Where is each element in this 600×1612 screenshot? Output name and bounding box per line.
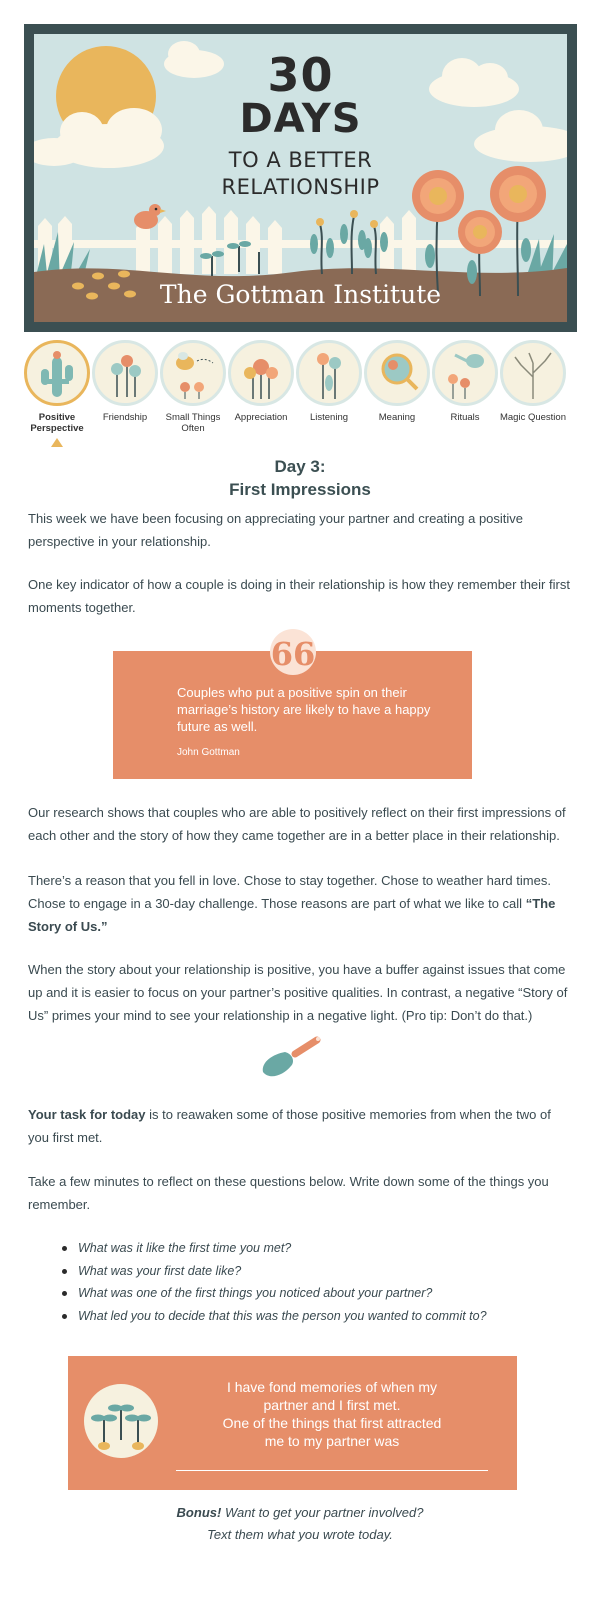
- branches-icon: [500, 340, 566, 406]
- nav-item-meaning[interactable]: [362, 340, 432, 423]
- bonus-text: Want to get your partner involved?: [221, 1505, 424, 1520]
- bonus-line: [0, 1502, 600, 1524]
- story-paragraph: [28, 869, 574, 938]
- bouquet-icon: [228, 340, 294, 406]
- hero-banner: [24, 24, 577, 332]
- active-pointer-icon: [51, 438, 63, 447]
- task-paragraph: [28, 1103, 574, 1149]
- buffer-paragraph: When the story about your relationship is positive, you have a buffer against issues that come up and it is easier to focus on your partner’s positive qualities. In contrast, a negative “Story of Us” primes your mind to see your relationship in a negative light. (Pro tip: Don’t do that.): [28, 962, 568, 1023]
- nav-label: Rituals: [450, 412, 480, 423]
- bee-icon: [160, 340, 226, 406]
- prompt-line: me to my partner was: [264, 1433, 400, 1449]
- nav-item-listening[interactable]: [294, 340, 364, 423]
- list-item: What was one of the first things you noticed about your partner?: [62, 1282, 562, 1305]
- hero-subtitle-line2: RELATIONSHIP: [221, 175, 380, 199]
- hero-subtitle-line1: TO A BETTER: [228, 148, 373, 172]
- prompt-text: [188, 1378, 476, 1450]
- nav-item-small-things-often[interactable]: [158, 340, 228, 434]
- hero-days: DAYS: [239, 96, 362, 142]
- nav-label: Magic Question: [499, 412, 566, 423]
- quote-mark-icon: 66: [270, 629, 316, 675]
- topic-nav: [22, 340, 578, 450]
- nav-item-rituals[interactable]: [430, 340, 500, 423]
- flowers-icon: [92, 340, 158, 406]
- nav-item-friendship[interactable]: [90, 340, 160, 423]
- trowel-icon: [255, 1032, 335, 1088]
- writing-prompt-card: [68, 1356, 517, 1490]
- prompt-line: partner and I first met.: [263, 1397, 401, 1413]
- nav-label: Positive Perspective: [30, 412, 84, 434]
- story-text: There’s a reason that you fell in love. Chose to stay together. Chose to weather hard times. Chose to engage in a 30-day challenge. Those reasons are part of what we like to call: [28, 873, 551, 911]
- watering-can-icon: [432, 340, 498, 406]
- hero-illustration: [34, 34, 567, 322]
- brand-name: The Gottman Institute: [159, 280, 442, 309]
- page-title: First Impressions: [229, 480, 371, 499]
- research-paragraph: Our research shows that couples who are able to positively reflect on their first impressions of each other and the story of how they came together are in a better place in their relationship.: [28, 805, 566, 843]
- bonus-label: Bonus!: [176, 1505, 222, 1520]
- nav-item-appreciation[interactable]: [226, 340, 296, 423]
- nav-label: Small Things Often: [165, 412, 221, 434]
- hero-number: 30: [267, 48, 334, 102]
- nav-item-magic-question[interactable]: [498, 340, 568, 423]
- task-emphasis: Your task for today: [28, 1107, 146, 1122]
- nav-label: Appreciation: [234, 412, 288, 423]
- magnifier-icon: [364, 340, 430, 406]
- list-item: What was it like the first time you met?: [62, 1237, 562, 1260]
- prompt-line: I have fond memories of when my: [226, 1379, 438, 1395]
- list-item: What led you to decide that this was the person you wanted to commit to?: [62, 1305, 562, 1328]
- prompt-line: One of the things that first attracted: [222, 1415, 442, 1431]
- nav-label: Listening: [309, 412, 349, 423]
- write-in-line: [176, 1470, 488, 1471]
- story-of-us-emphasis: “The Story of Us.”: [28, 896, 556, 934]
- nav-item-positive-perspective[interactable]: [22, 340, 92, 447]
- quote-text: Couples who put a positive spin on their marriage’s history are likely to have a happy future as well.: [177, 685, 431, 734]
- day-number: Day 3:: [274, 457, 326, 476]
- task-text: is to reawaken some of those positive memories from when the two of you first met.: [28, 1107, 551, 1145]
- list-item: What was your first date like?: [62, 1260, 562, 1283]
- nav-label: Friendship: [102, 412, 148, 423]
- key-indicator-paragraph: One key indicator of how a couple is doing in their relationship is how they remember their first moments together.: [28, 577, 570, 615]
- bonus-line-2: Text them what you wrote today.: [207, 1527, 393, 1542]
- intro-paragraph: This week we have been focusing on appreciating your partner and creating a positive perspective in your relationship.: [28, 511, 524, 549]
- nav-label: Meaning: [378, 412, 416, 423]
- cactus-icon: [24, 340, 90, 406]
- quote-author: John Gottman: [177, 747, 240, 758]
- question-list: [62, 1237, 562, 1327]
- sprouts-icon: [84, 1384, 158, 1458]
- tall-flowers-icon: [296, 340, 362, 406]
- reflect-paragraph: Take a few minutes to reflect on these questions below. Write down some of the things you remember.: [28, 1174, 549, 1212]
